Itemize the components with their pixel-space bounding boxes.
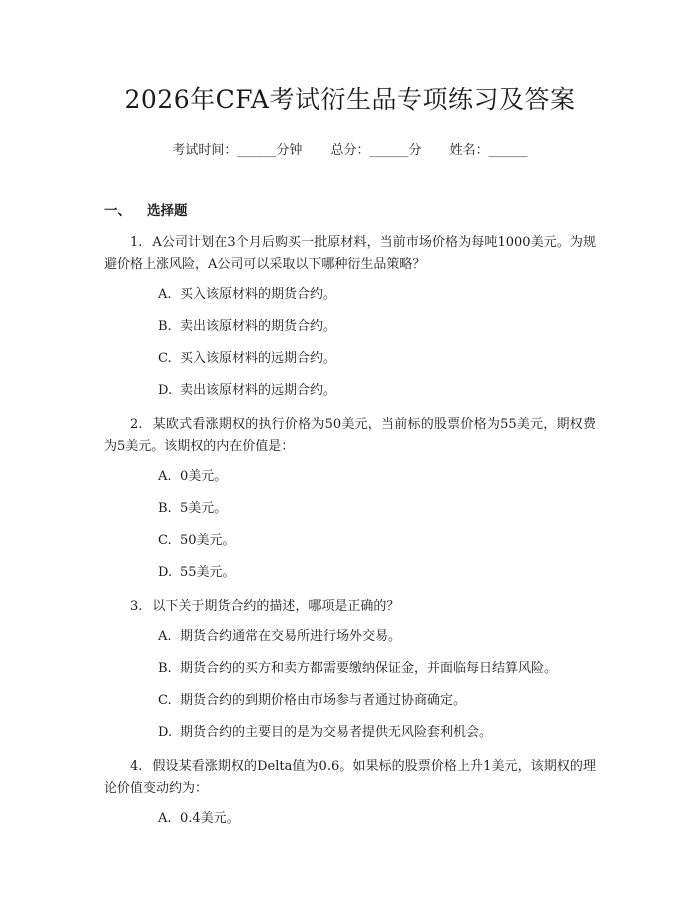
option-c (104, 692, 596, 710)
question-stem (104, 596, 596, 618)
question-text: 以下关于期货合约的描述，哪项是正确的？ (152, 599, 400, 614)
option-b (104, 660, 596, 678)
option-letter: B. (158, 319, 172, 334)
option-list (104, 628, 596, 742)
question-number: 3. (130, 599, 143, 614)
page-title: 2026年CFA考试衍生品专项练习及答案 (124, 85, 576, 114)
name-field: 姓名：______ (449, 143, 528, 158)
question-text: 假设某看涨期权的Delta值为0.6。如果标的股票价格上升1美元，该期权的理论价值变动约为： (104, 759, 596, 796)
option-text: 50美元。 (180, 533, 236, 548)
option-letter: B. (158, 501, 172, 516)
total-score-field: 总分：______分 (330, 143, 422, 158)
option-letter: A. (158, 811, 172, 826)
question-number: 1. (130, 235, 143, 250)
section-number: 一、 (104, 203, 131, 219)
option-text: 期货合约的到期价格由市场参与者通过协商确定。 (180, 693, 467, 708)
option-letter: A. (158, 469, 172, 484)
option-text: 5美元。 (180, 501, 228, 516)
option-list (104, 286, 596, 400)
question-stem (104, 232, 596, 276)
option-b (104, 318, 596, 336)
question-stem (104, 756, 596, 800)
option-text: 0美元。 (180, 469, 228, 484)
option-letter: C. (158, 533, 172, 548)
question-text: 某欧式看涨期权的执行价格为50美元，当前标的股票价格为55美元，期权费为5美元。该期权的内在价值是： (104, 417, 596, 454)
option-text: 期货合约的买方和卖方都需要缴纳保证金，并面临每日结算风险。 (180, 661, 558, 676)
option-list (104, 468, 596, 582)
option-letter: B. (158, 661, 172, 676)
option-list (104, 810, 596, 828)
option-c (104, 350, 596, 368)
option-a (104, 286, 596, 304)
exam-time-field: 考试时间：______分钟 (172, 143, 303, 158)
option-letter: D. (158, 565, 173, 580)
option-c (104, 532, 596, 550)
option-text: 卖出该原材料的期货合约。 (180, 319, 337, 334)
option-letter: D. (158, 725, 173, 740)
question-stem (104, 414, 596, 458)
option-text: 卖出该原材料的远期合约。 (180, 383, 337, 398)
option-a (104, 810, 596, 828)
option-d (104, 724, 596, 742)
option-letter: D. (158, 383, 173, 398)
option-b (104, 500, 596, 518)
option-text: 期货合约的主要目的是为交易者提供无风险套利机会。 (180, 725, 493, 740)
exam-info-line (104, 142, 596, 160)
option-text: 55美元。 (180, 565, 236, 580)
question-3 (104, 596, 596, 742)
question-number: 2. (130, 417, 143, 432)
question-text: A公司计划在3个月后购买一批原材料，当前市场价格为每吨1000美元。为规避价格上涨风险，A公司可以采取以下哪种衍生品策略？ (104, 235, 596, 272)
option-d (104, 564, 596, 582)
option-text: 买入该原材料的期货合约。 (180, 287, 337, 302)
option-d (104, 382, 596, 400)
option-a (104, 468, 596, 486)
option-a (104, 628, 596, 646)
question-number: 4. (130, 759, 143, 774)
question-1 (104, 232, 596, 400)
option-text: 0.4美元。 (180, 811, 240, 826)
question-4 (104, 756, 596, 828)
option-letter: A. (158, 629, 172, 644)
option-letter: A. (158, 287, 172, 302)
question-2 (104, 414, 596, 582)
option-text: 买入该原材料的远期合约。 (180, 351, 337, 366)
option-text: 期货合约通常在交易所进行场外交易。 (180, 629, 402, 644)
option-letter: C. (158, 693, 172, 708)
section-title: 选择题 (147, 203, 188, 219)
option-letter: C. (158, 351, 172, 366)
section-heading (104, 202, 596, 220)
